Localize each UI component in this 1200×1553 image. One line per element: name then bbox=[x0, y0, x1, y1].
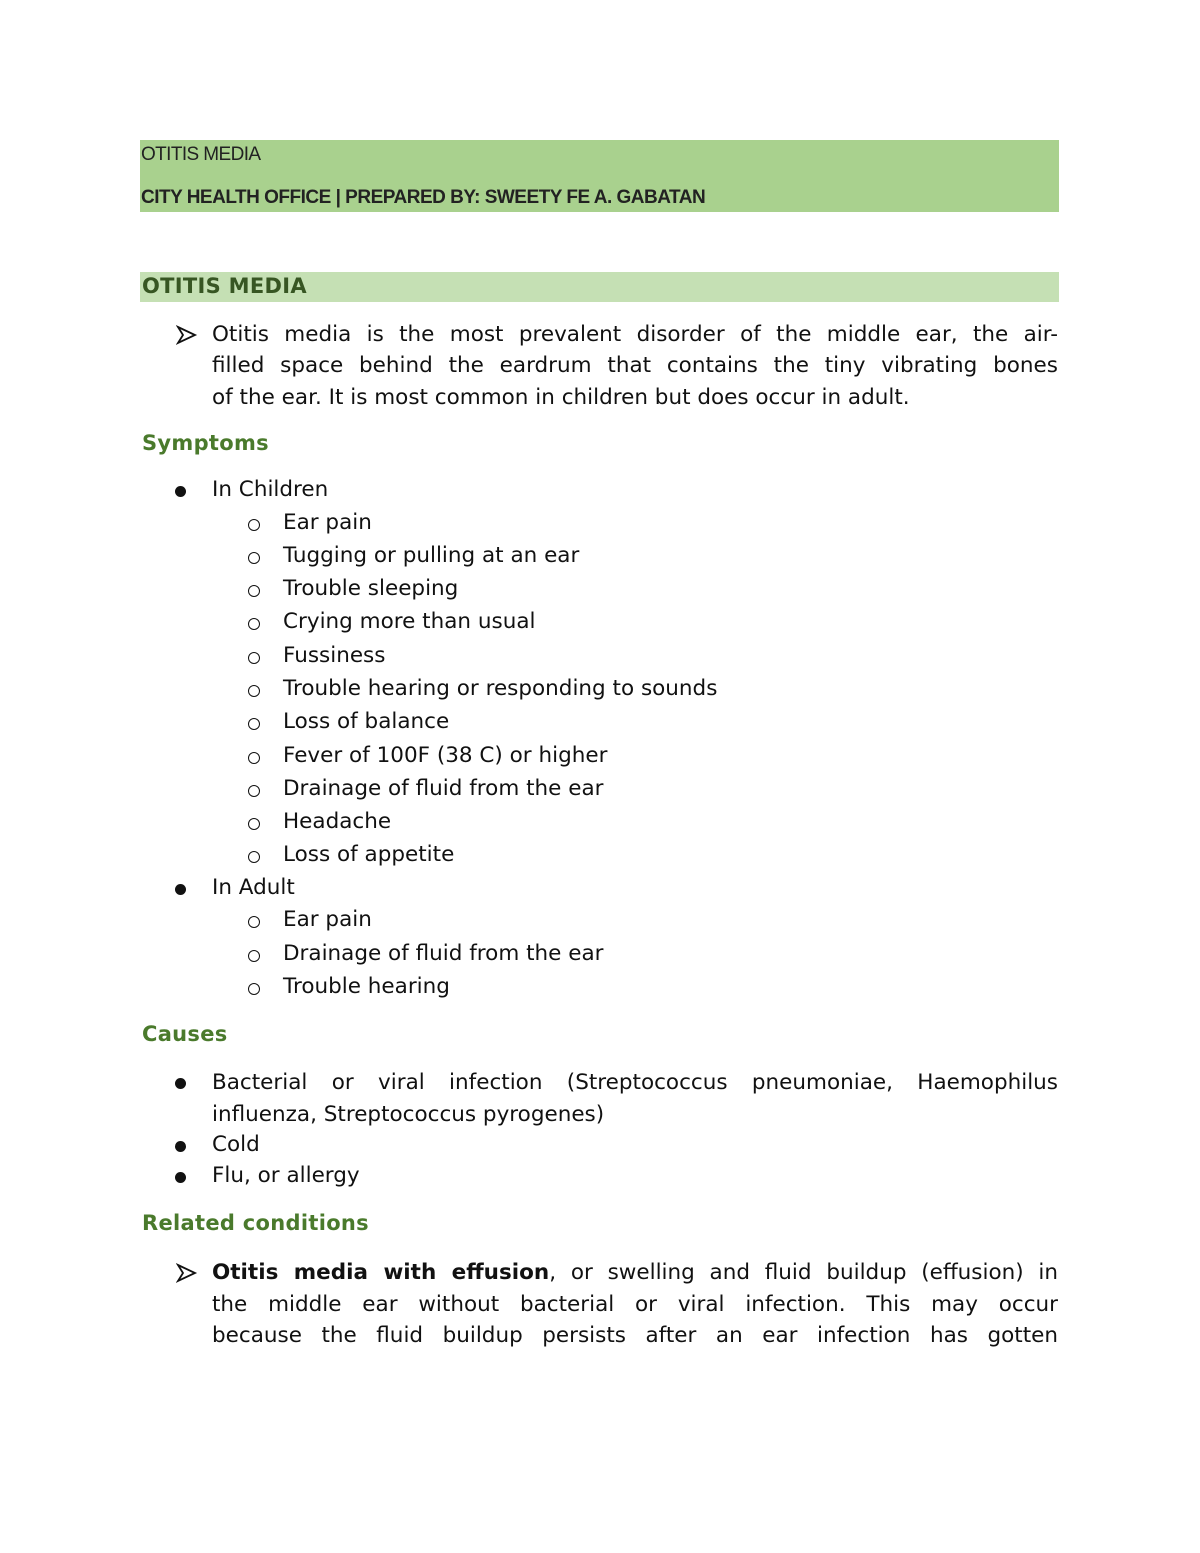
list-item: Drainage of fluid from the ear bbox=[283, 776, 604, 801]
list-item: Trouble hearing bbox=[283, 974, 450, 999]
arrow-bullet-icon bbox=[176, 1263, 198, 1283]
bullet-icon bbox=[175, 1141, 186, 1152]
list-item: Trouble hearing or responding to sounds bbox=[283, 676, 718, 701]
children-label: In Children bbox=[212, 477, 329, 502]
circle-bullet-icon bbox=[248, 983, 260, 995]
section-title: OTITIS MEDIA bbox=[142, 274, 307, 298]
bullet-icon bbox=[175, 884, 186, 895]
circle-bullet-icon bbox=[248, 818, 260, 830]
related-line-1 bbox=[212, 1257, 1058, 1289]
circle-bullet-icon bbox=[248, 752, 260, 764]
circle-bullet-icon bbox=[248, 785, 260, 797]
related-term: Otitis media with effusion bbox=[212, 1260, 550, 1285]
circle-bullet-icon bbox=[248, 519, 260, 531]
related-line-1-rest: , or swelling and fluid buildup (effusion) in bbox=[549, 1260, 1058, 1285]
intro-line-2: filled space behind the eardrum that contains the tiny vibrating bones bbox=[212, 353, 1058, 378]
list-item: Tugging or pulling at an ear bbox=[283, 543, 580, 568]
list-item: Ear pain bbox=[283, 907, 372, 932]
list-item: Fever of 100F (38 C) or higher bbox=[283, 743, 608, 768]
header-subtitle: CITY HEALTH OFFICE | PREPARED BY: SWEETY FE A. GABATAN bbox=[141, 187, 706, 208]
bullet-icon bbox=[175, 1078, 186, 1089]
list-item: Crying more than usual bbox=[283, 609, 536, 634]
circle-bullet-icon bbox=[248, 950, 260, 962]
related-heading: Related conditions bbox=[142, 1211, 369, 1235]
symptoms-heading: Symptoms bbox=[142, 431, 269, 455]
list-item: Loss of balance bbox=[283, 709, 450, 734]
intro-line-1: Otitis media is the most prevalent disorder of the middle ear, the air- bbox=[212, 322, 1058, 347]
list-item: Drainage of fluid from the ear bbox=[283, 941, 604, 966]
causes-heading: Causes bbox=[142, 1022, 228, 1046]
intro-line-3: of the ear. It is most common in children but does occur in adult. bbox=[212, 385, 910, 410]
related-line-2: the middle ear without bacterial or viral infection. This may occur bbox=[212, 1292, 1058, 1317]
circle-bullet-icon bbox=[248, 618, 260, 630]
cause-item: Flu, or allergy bbox=[212, 1163, 360, 1188]
circle-bullet-icon bbox=[248, 585, 260, 597]
list-item: Headache bbox=[283, 809, 392, 834]
list-item: Trouble sleeping bbox=[283, 576, 459, 601]
list-item: Loss of appetite bbox=[283, 842, 455, 867]
circle-bullet-icon bbox=[248, 916, 260, 928]
bullet-icon bbox=[175, 1172, 186, 1183]
circle-bullet-icon bbox=[248, 718, 260, 730]
circle-bullet-icon bbox=[248, 652, 260, 664]
cause-item: Cold bbox=[212, 1132, 260, 1157]
bullet-icon bbox=[175, 486, 186, 497]
arrow-bullet-icon bbox=[176, 325, 198, 345]
list-item: Ear pain bbox=[283, 510, 372, 535]
adult-label: In Adult bbox=[212, 875, 295, 900]
list-item: Fussiness bbox=[283, 643, 386, 668]
cause-line-1: Bacterial or viral infection (Streptococcus pneumoniae, Haemophilus bbox=[212, 1070, 1058, 1095]
related-line-3: because the fluid buildup persists after an ear infection has gotten bbox=[212, 1323, 1058, 1348]
circle-bullet-icon bbox=[248, 685, 260, 697]
header-title: OTITIS MEDIA bbox=[141, 144, 261, 165]
circle-bullet-icon bbox=[248, 552, 260, 564]
cause-line-2: influenza, Streptococcus pyrogenes) bbox=[212, 1102, 605, 1127]
circle-bullet-icon bbox=[248, 851, 260, 863]
